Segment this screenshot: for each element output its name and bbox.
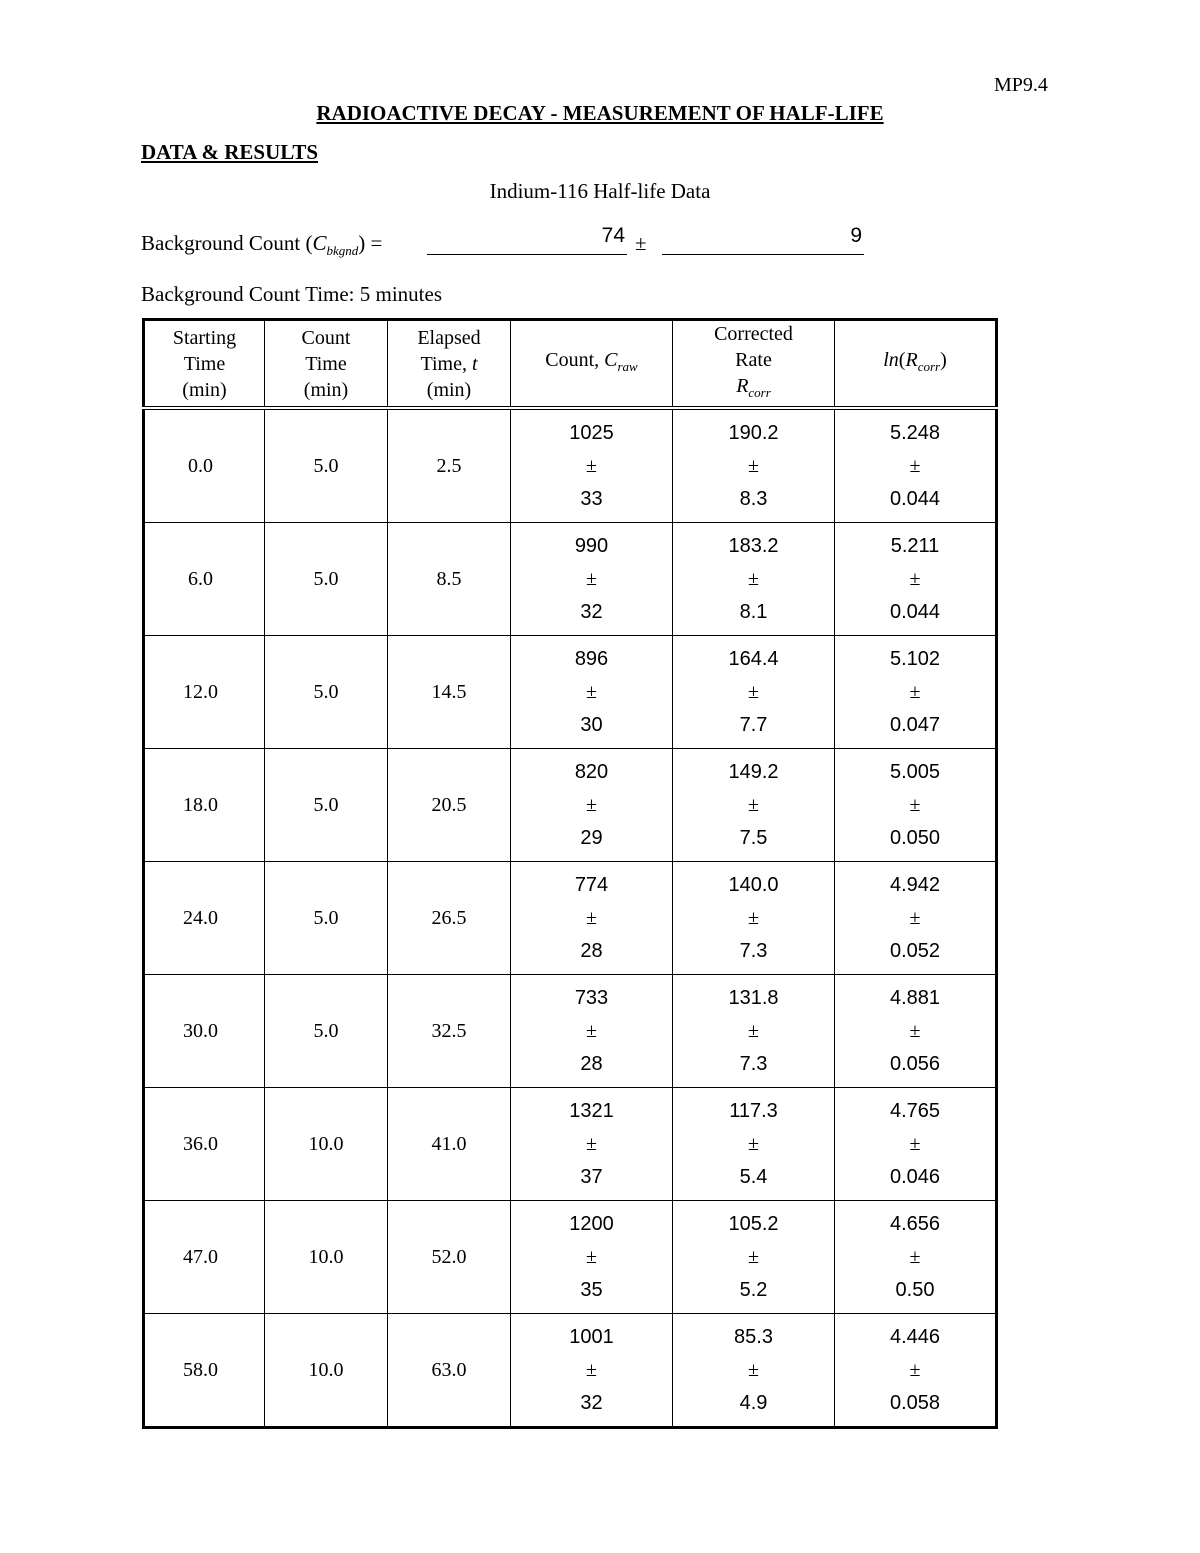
- cell-count-time: 5.0: [265, 749, 388, 862]
- table-row: [144, 1314, 997, 1428]
- header-elapsed-time: Elapsed Time, t (min): [388, 320, 511, 409]
- cell-count-uncertainty: 30: [580, 713, 603, 736]
- cell-ln-rate-value: 5.102: [889, 647, 941, 670]
- cell-corrected-rate-uncertainty: 7.3: [739, 1052, 768, 1075]
- cell-ln-rate: [835, 408, 997, 523]
- document-title: RADIOACTIVE DECAY - MEASUREMENT OF HALF-LIFE: [316, 101, 884, 125]
- cell-corrected-rate-value: 85.3: [734, 1325, 773, 1348]
- cell-ln-rate-uncertainty: 0.044: [889, 600, 941, 623]
- cell-ln-rate-uncertainty: 0.058: [889, 1391, 941, 1414]
- header-ln-rate: $\ln(R_{corr})$: [835, 320, 997, 409]
- cell-count-value: 896: [574, 647, 609, 670]
- section-heading: DATA & RESULTS: [141, 140, 319, 164]
- plus-minus-sign: ±: [909, 567, 921, 590]
- cell-count-time: 5.0: [265, 636, 388, 749]
- header-count: Count, $C_{raw}$: [511, 320, 673, 409]
- cell-count-uncertainty: 28: [580, 939, 603, 962]
- cell-elapsed-time: 2.5: [388, 408, 511, 523]
- cell-count-value: 1025: [569, 421, 614, 444]
- cell-ln-rate: [835, 749, 997, 862]
- background-count-line: [141, 224, 881, 263]
- plus-minus-sign: ±: [748, 1245, 759, 1268]
- plus-minus-sign: ±: [586, 906, 597, 929]
- cell-corrected-rate-uncertainty: 5.4: [739, 1165, 768, 1188]
- table-header-row: [144, 320, 997, 409]
- cell-corrected-rate: [673, 1088, 835, 1201]
- table-row: [144, 862, 997, 975]
- cell-starting-time: 36.0: [144, 1088, 265, 1201]
- plus-minus-sign: ±: [909, 1019, 921, 1042]
- cell-corrected-rate-value: 117.3: [729, 1099, 778, 1122]
- cell-elapsed-time: 41.0: [388, 1088, 511, 1201]
- cell-elapsed-time: 8.5: [388, 523, 511, 636]
- cell-ln-rate-value: 4.656: [889, 1212, 941, 1235]
- cell-corrected-rate-value: 149.2: [728, 760, 779, 783]
- cell-corrected-rate-uncertainty: 7.7: [739, 713, 768, 736]
- plus-minus-sign: ±: [748, 1358, 759, 1381]
- cell-count-time: 10.0: [265, 1088, 388, 1201]
- cell-count-uncertainty: 33: [580, 487, 603, 510]
- cell-count-value: 990: [574, 534, 609, 557]
- cell-corrected-rate-value: 164.4: [728, 647, 779, 670]
- cell-corrected-rate: [673, 749, 835, 862]
- plus-minus-sign: ±: [909, 454, 921, 477]
- table-row: [144, 523, 997, 636]
- cell-corrected-rate-uncertainty: 8.3: [739, 487, 768, 510]
- plus-minus-sign: ±: [748, 906, 759, 929]
- plus-minus-sign: ±: [909, 1245, 921, 1268]
- cell-count-uncertainty: 32: [580, 1391, 603, 1414]
- plus-minus-sign: ±: [909, 1358, 921, 1381]
- cell-elapsed-time: 63.0: [388, 1314, 511, 1428]
- plus-minus-sign: ±: [748, 454, 759, 477]
- half-life-data-table: [142, 318, 998, 1429]
- cell-corrected-rate: [673, 636, 835, 749]
- cell-elapsed-time: 26.5: [388, 862, 511, 975]
- header-count-time: Count Time (min): [265, 320, 388, 409]
- cell-count: [511, 408, 673, 523]
- cell-corrected-rate-value: 131.8: [728, 986, 779, 1009]
- table-row: [144, 1201, 997, 1314]
- plus-minus-sign: ±: [909, 793, 921, 816]
- cell-corrected-rate: [673, 408, 835, 523]
- cell-ln-rate-uncertainty: 0.050: [889, 826, 941, 849]
- cell-corrected-rate-uncertainty: 4.9: [739, 1391, 768, 1414]
- cell-starting-time: 30.0: [144, 975, 265, 1088]
- cell-ln-rate: [835, 862, 997, 975]
- table-row: [144, 1088, 997, 1201]
- background-count-label: [141, 231, 382, 259]
- plus-minus-sign: ±: [635, 231, 647, 255]
- cell-elapsed-time: 20.5: [388, 749, 511, 862]
- cell-count-uncertainty: 35: [580, 1278, 603, 1301]
- label-suffix: ) =: [358, 231, 383, 255]
- cell-ln-rate: [835, 1201, 997, 1314]
- cell-count-value: 820: [574, 760, 609, 783]
- cell-corrected-rate-value: 140.0: [728, 873, 779, 896]
- cell-starting-time: 0.0: [144, 408, 265, 523]
- cell-corrected-rate-uncertainty: 7.5: [739, 826, 768, 849]
- cell-starting-time: 58.0: [144, 1314, 265, 1428]
- cell-starting-time: 47.0: [144, 1201, 265, 1314]
- table-row: [144, 408, 997, 523]
- cell-corrected-rate-value: 105.2: [728, 1212, 779, 1235]
- cell-corrected-rate-value: 183.2: [728, 534, 779, 557]
- cell-ln-rate-uncertainty: 0.047: [889, 713, 941, 736]
- plus-minus-sign: ±: [748, 793, 759, 816]
- cell-corrected-rate-uncertainty: 7.3: [739, 939, 768, 962]
- plus-minus-sign: ±: [586, 680, 597, 703]
- cell-count-time: 5.0: [265, 523, 388, 636]
- plus-minus-sign: ±: [586, 454, 597, 477]
- header-corrected-rate: Corrected Rate $R_{corr}$: [673, 320, 835, 409]
- plus-minus-sign: ±: [909, 906, 921, 929]
- plus-minus-sign: ±: [586, 567, 597, 590]
- cell-count-time: 5.0: [265, 862, 388, 975]
- label-prefix: Background Count (: [141, 231, 313, 255]
- cell-count-uncertainty: 28: [580, 1052, 603, 1075]
- plus-minus-sign: ±: [586, 1132, 597, 1155]
- table-caption: Indium-116 Half-life Data: [489, 179, 711, 203]
- table-row: [144, 749, 997, 862]
- cell-count-value: 733: [574, 986, 609, 1009]
- cell-ln-rate-value: 5.248: [889, 421, 941, 444]
- cell-ln-rate-uncertainty: 0.052: [889, 939, 941, 962]
- cell-count: [511, 975, 673, 1088]
- cell-ln-rate-value: 4.881: [889, 986, 941, 1009]
- cell-count: [511, 1314, 673, 1428]
- cell-ln-rate: [835, 975, 997, 1088]
- page-number: MP9.4: [994, 74, 1048, 96]
- cell-count-value: 774: [574, 873, 609, 896]
- cell-ln-rate: [835, 1314, 997, 1428]
- cell-count: [511, 1088, 673, 1201]
- cell-starting-time: 18.0: [144, 749, 265, 862]
- plus-minus-sign: ±: [909, 680, 921, 703]
- cell-count: [511, 523, 673, 636]
- table-row: [144, 975, 997, 1088]
- cell-count-time: 10.0: [265, 1314, 388, 1428]
- plus-minus-sign: ±: [748, 680, 759, 703]
- cell-ln-rate-uncertainty: 0.056: [889, 1052, 941, 1075]
- cell-ln-rate-uncertainty: 0.044: [889, 487, 941, 510]
- cell-ln-rate: [835, 1088, 997, 1201]
- plus-minus-sign: ±: [586, 1245, 597, 1268]
- cell-corrected-rate-uncertainty: 5.2: [739, 1278, 768, 1301]
- cell-elapsed-time: 14.5: [388, 636, 511, 749]
- cell-elapsed-time: 52.0: [388, 1201, 511, 1314]
- cell-corrected-rate: [673, 1201, 835, 1314]
- background-count-time: Background Count Time: 5 minutes: [141, 282, 443, 306]
- cell-count-value: 1321: [569, 1099, 614, 1122]
- plus-minus-sign: ±: [586, 1019, 597, 1042]
- cell-corrected-rate: [673, 523, 835, 636]
- cell-elapsed-time: 32.5: [388, 975, 511, 1088]
- cell-corrected-rate: [673, 1314, 835, 1428]
- cell-ln-rate-value: 4.765: [889, 1099, 941, 1122]
- cell-count-value: 1200: [569, 1212, 614, 1235]
- cell-starting-time: 12.0: [144, 636, 265, 749]
- cell-starting-time: 6.0: [144, 523, 265, 636]
- cell-count-time: 5.0: [265, 408, 388, 523]
- cell-count: [511, 1201, 673, 1314]
- cell-corrected-rate-value: 190.2: [728, 421, 779, 444]
- plus-minus-sign: ±: [748, 1132, 759, 1155]
- cell-ln-rate-value: 4.942: [889, 873, 941, 896]
- cell-ln-rate-value: 5.211: [890, 534, 940, 557]
- cell-count: [511, 862, 673, 975]
- cell-count-uncertainty: 29: [580, 826, 603, 849]
- cell-ln-rate-uncertainty: 0.50: [895, 1278, 935, 1301]
- plus-minus-sign: ±: [748, 567, 759, 590]
- background-count-uncertainty: 9: [662, 229, 864, 255]
- plus-minus-sign: ±: [748, 1019, 759, 1042]
- cell-ln-rate-value: 5.005: [889, 760, 941, 783]
- background-count-value: 74: [427, 229, 627, 255]
- cell-count-time: 5.0: [265, 975, 388, 1088]
- cell-ln-rate: [835, 636, 997, 749]
- cell-count-uncertainty: 32: [580, 600, 603, 623]
- cell-ln-rate-value: 4.446: [889, 1325, 941, 1348]
- cell-corrected-rate: [673, 862, 835, 975]
- label-symbol: $C_{bkgnd}$: [312, 231, 359, 259]
- plus-minus-sign: ±: [586, 793, 597, 816]
- cell-count-time: 10.0: [265, 1201, 388, 1314]
- header-starting-time: Starting Time (min): [144, 320, 265, 409]
- cell-count: [511, 636, 673, 749]
- plus-minus-sign: ±: [586, 1358, 597, 1381]
- cell-ln-rate-uncertainty: 0.046: [889, 1165, 941, 1188]
- plus-minus-sign: ±: [909, 1132, 921, 1155]
- cell-count: [511, 749, 673, 862]
- cell-starting-time: 24.0: [144, 862, 265, 975]
- cell-corrected-rate-uncertainty: 8.1: [739, 600, 768, 623]
- cell-corrected-rate: [673, 975, 835, 1088]
- table-row: [144, 636, 997, 749]
- cell-count-value: 1001: [569, 1325, 614, 1348]
- cell-count-uncertainty: 37: [580, 1165, 603, 1188]
- cell-ln-rate: [835, 523, 997, 636]
